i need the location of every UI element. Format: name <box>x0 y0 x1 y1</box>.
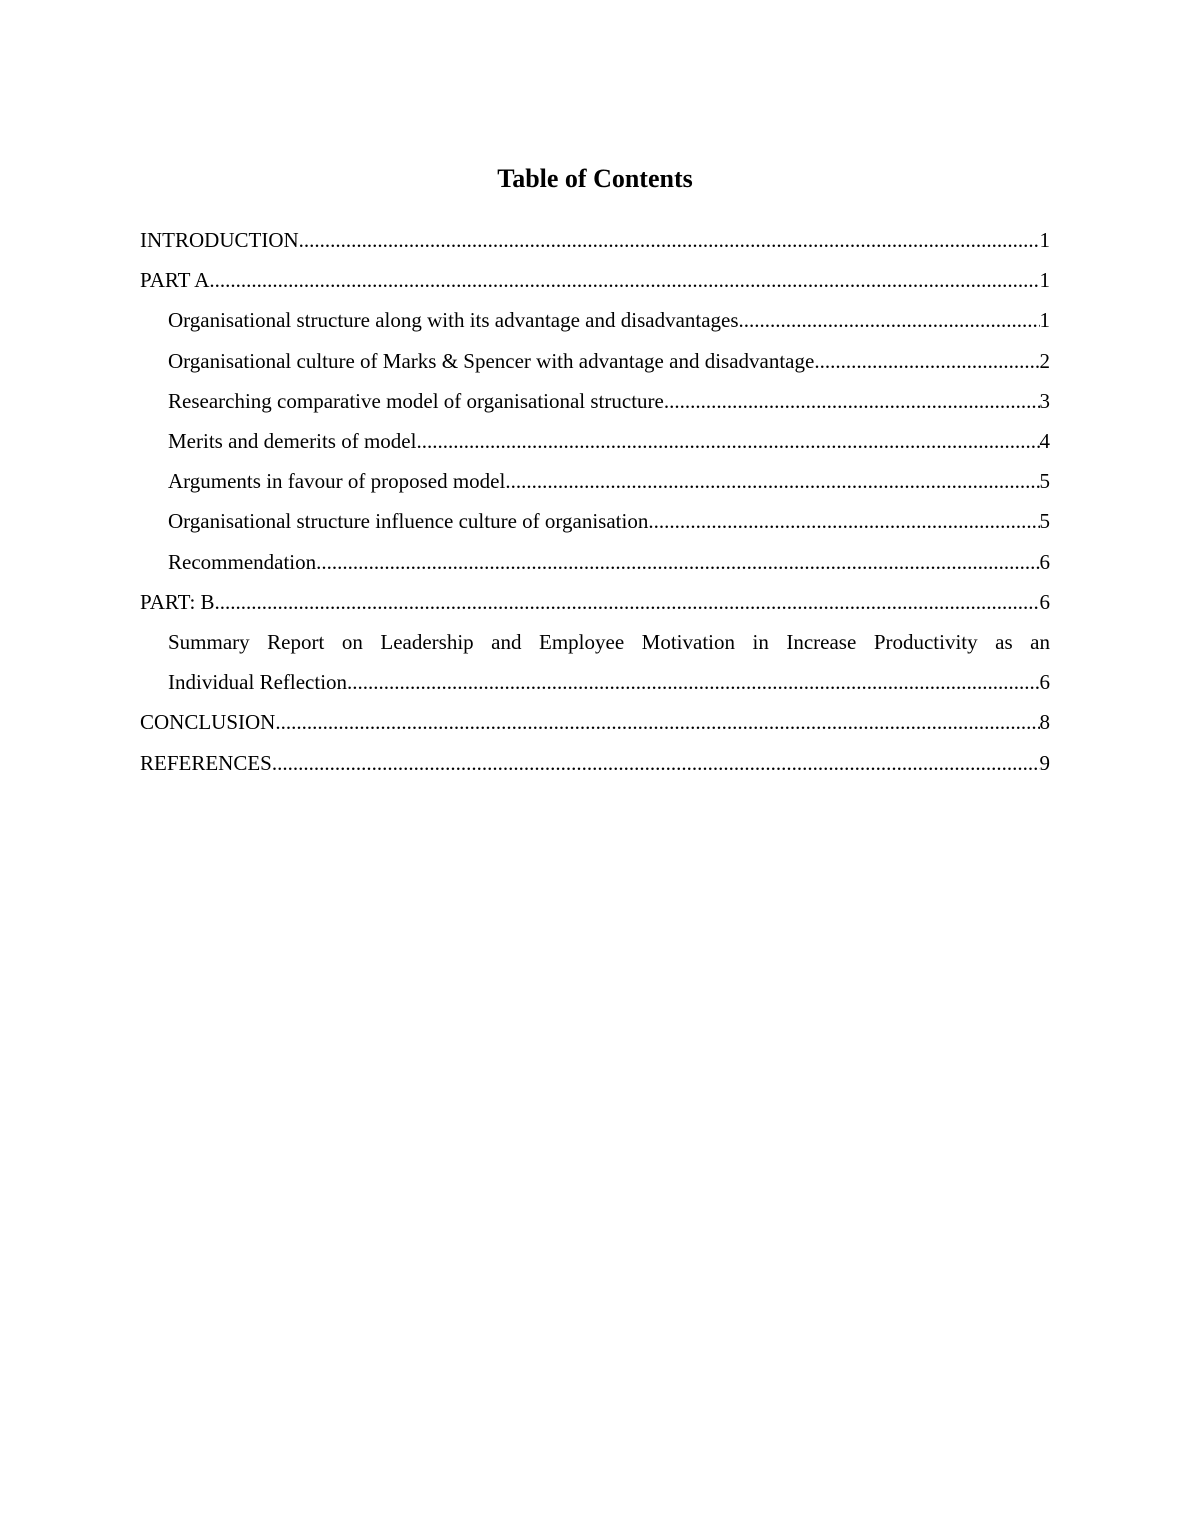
toc-dot-leader <box>275 702 1039 742</box>
toc-page-number: 9 <box>1039 750 1050 775</box>
toc-page-number: 3 <box>1039 388 1050 413</box>
toc-entry-label: Organisational structure along with its advantage and disadvantages <box>168 308 739 333</box>
toc-page-number: 2 <box>1039 348 1050 373</box>
toc-entry-label: Organisational structure influence culture of organisation <box>168 509 649 534</box>
toc-entry-label: PART: B <box>140 589 215 614</box>
toc-entry-comparative-model[interactable] <box>140 381 1050 421</box>
toc-page-number: 6 <box>1039 549 1050 574</box>
toc-entry-label: CONCLUSION <box>140 710 276 735</box>
toc-dot-leader <box>272 743 1040 783</box>
toc-dot-leader <box>215 582 1040 622</box>
toc-entry-summary-report[interactable] <box>140 622 1050 702</box>
toc-entry-line2 <box>168 662 1050 702</box>
toc-dot-leader <box>416 421 1039 461</box>
toc-list <box>140 220 1050 783</box>
toc-entry-label: REFERENCES <box>140 750 272 775</box>
toc-page-number: 5 <box>1039 509 1050 534</box>
toc-entry-structure-influence[interactable] <box>140 501 1050 541</box>
toc-page-number: 1 <box>1039 228 1050 252</box>
toc-page-number: 5 <box>1039 469 1050 494</box>
toc-entry-label-line2: Individual Reflection <box>168 670 348 695</box>
toc-entry-label: PART A <box>140 268 210 293</box>
toc-entry-introduction[interactable] <box>140 220 1050 260</box>
toc-entry-label: Merits and demerits of model <box>168 429 417 454</box>
toc-entry-label: Arguments in favour of proposed model <box>168 469 506 494</box>
toc-page-number: 6 <box>1039 670 1050 695</box>
toc-dot-leader <box>739 300 1040 340</box>
toc-entry-part-a[interactable] <box>140 260 1050 300</box>
toc-entry-organisational-structure[interactable] <box>140 300 1050 340</box>
toc-entry-recommendation[interactable] <box>140 542 1050 582</box>
toc-entry-label: Recommendation <box>168 549 317 574</box>
toc-entry-organisational-culture[interactable] <box>140 341 1050 381</box>
toc-dot-leader <box>648 501 1039 541</box>
toc-entry-references[interactable] <box>140 743 1050 783</box>
toc-page-number: 1 <box>1039 308 1050 333</box>
toc-dot-leader <box>209 260 1039 300</box>
toc-dot-leader <box>505 461 1039 501</box>
toc-title: Table of Contents <box>497 164 693 193</box>
toc-entry-label: Organisational culture of Marks & Spencer with advantage and disadvantage <box>168 348 815 373</box>
toc-entry-label: INTRODUCTION <box>140 228 299 252</box>
toc-page-number: 4 <box>1039 429 1050 454</box>
toc-page-number: 8 <box>1039 710 1050 735</box>
toc-entry-conclusion[interactable] <box>140 702 1050 742</box>
toc-entry-label-line1: Summary Report on Leadership and Employee Motivation in Increase Productivity as an <box>168 630 1050 655</box>
toc-dot-leader <box>814 341 1039 381</box>
toc-entry-label: Researching comparative model of organisational structure <box>168 388 664 413</box>
toc-page-number: 1 <box>1039 268 1050 293</box>
toc-dot-leader <box>664 381 1040 421</box>
toc-page-number: 6 <box>1039 589 1050 614</box>
toc-entry-arguments[interactable] <box>140 461 1050 501</box>
toc-dot-leader <box>299 220 1040 260</box>
toc-dot-leader <box>316 542 1039 582</box>
toc-entry-merits-demerits[interactable] <box>140 421 1050 461</box>
toc-dot-leader <box>347 662 1039 702</box>
toc-entry-part-b[interactable] <box>140 582 1050 622</box>
